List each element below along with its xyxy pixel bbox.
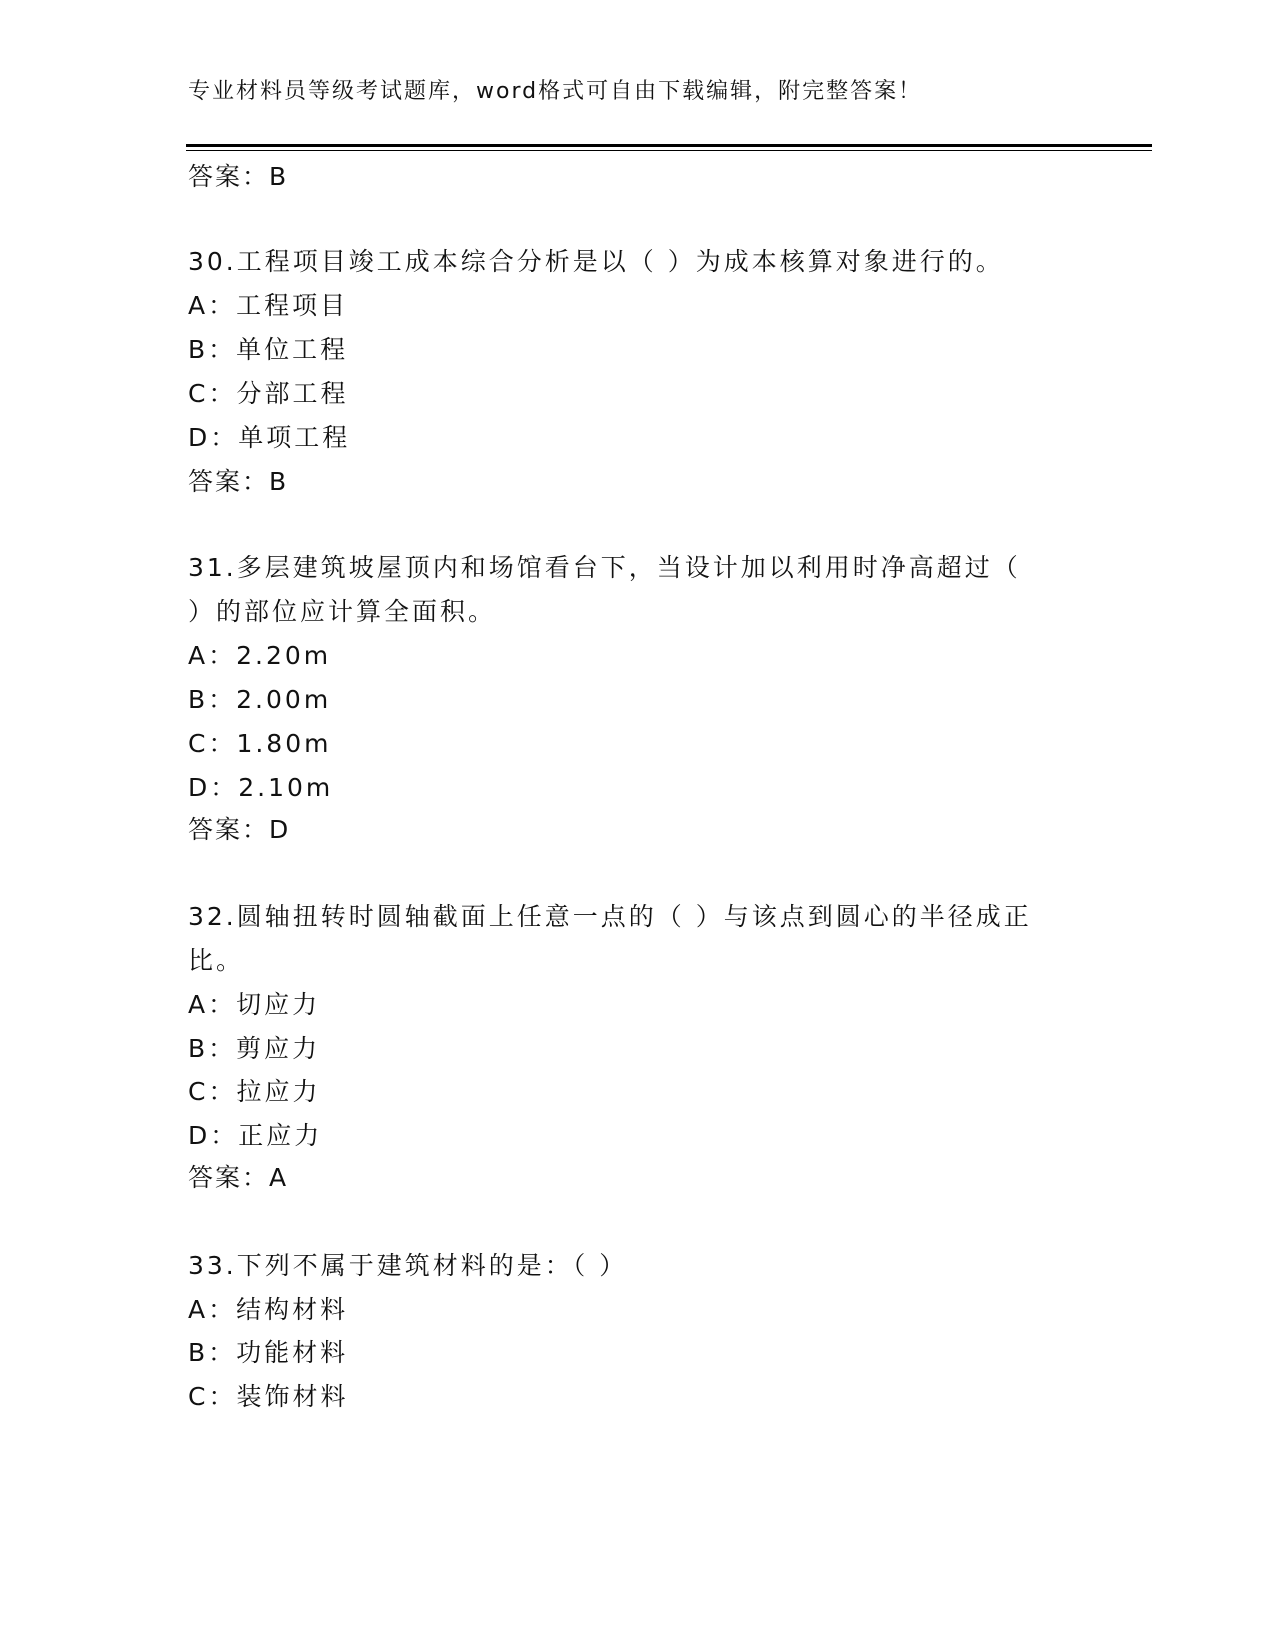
question-30-option-d: D：单项工程	[188, 423, 351, 452]
question-30-answer: 答案：B	[188, 467, 289, 496]
question-32-option-a: A：切应力	[188, 990, 321, 1019]
question-33-option-b: B：功能材料	[188, 1338, 349, 1367]
answer-previous: 答案：B	[188, 162, 289, 191]
question-30-option-a: A：工程项目	[188, 291, 349, 320]
question-32-option-b: B：剪应力	[188, 1034, 321, 1063]
question-30-stem: 30.工程项目竣工成本综合分析是以（ ）为成本核算对象进行的。	[188, 247, 1004, 276]
question-31-option-c: C：1.80m	[188, 729, 332, 758]
question-32-option-c: C：拉应力	[188, 1077, 321, 1106]
question-31-option-b: B：2.00m	[188, 685, 332, 714]
header-rule-thin	[186, 150, 1152, 151]
page-header: 专业材料员等级考试题库，word格式可自由下载编辑，附完整答案！	[188, 79, 923, 104]
question-32-stem-line1: 32.圆轴扭转时圆轴截面上任意一点的（ ）与该点到圆心的半径成正	[188, 902, 1032, 931]
question-30-option-c: C：分部工程	[188, 379, 349, 408]
question-32-answer: 答案：A	[188, 1163, 289, 1192]
question-30-option-b: B：单位工程	[188, 335, 349, 364]
question-31-option-a: A：2.20m	[188, 641, 332, 670]
question-31-stem-line1: 31.多层建筑坡屋顶内和场馆看台下，当设计加以利用时净高超过（	[188, 553, 1021, 582]
question-32-stem-line2: 比。	[188, 946, 245, 975]
question-31-answer: 答案：D	[188, 815, 291, 844]
question-33-stem: 33.下列不属于建筑材料的是：（ ）	[188, 1251, 628, 1280]
header-rule-thick	[186, 144, 1152, 147]
question-33-option-c: C：装饰材料	[188, 1382, 349, 1411]
question-32-option-d: D：正应力	[188, 1121, 323, 1150]
question-31-stem-line2: ）的部位应计算全面积。	[188, 597, 497, 626]
question-31-option-d: D：2.10m	[188, 773, 334, 802]
question-33-option-a: A：结构材料	[188, 1295, 349, 1324]
